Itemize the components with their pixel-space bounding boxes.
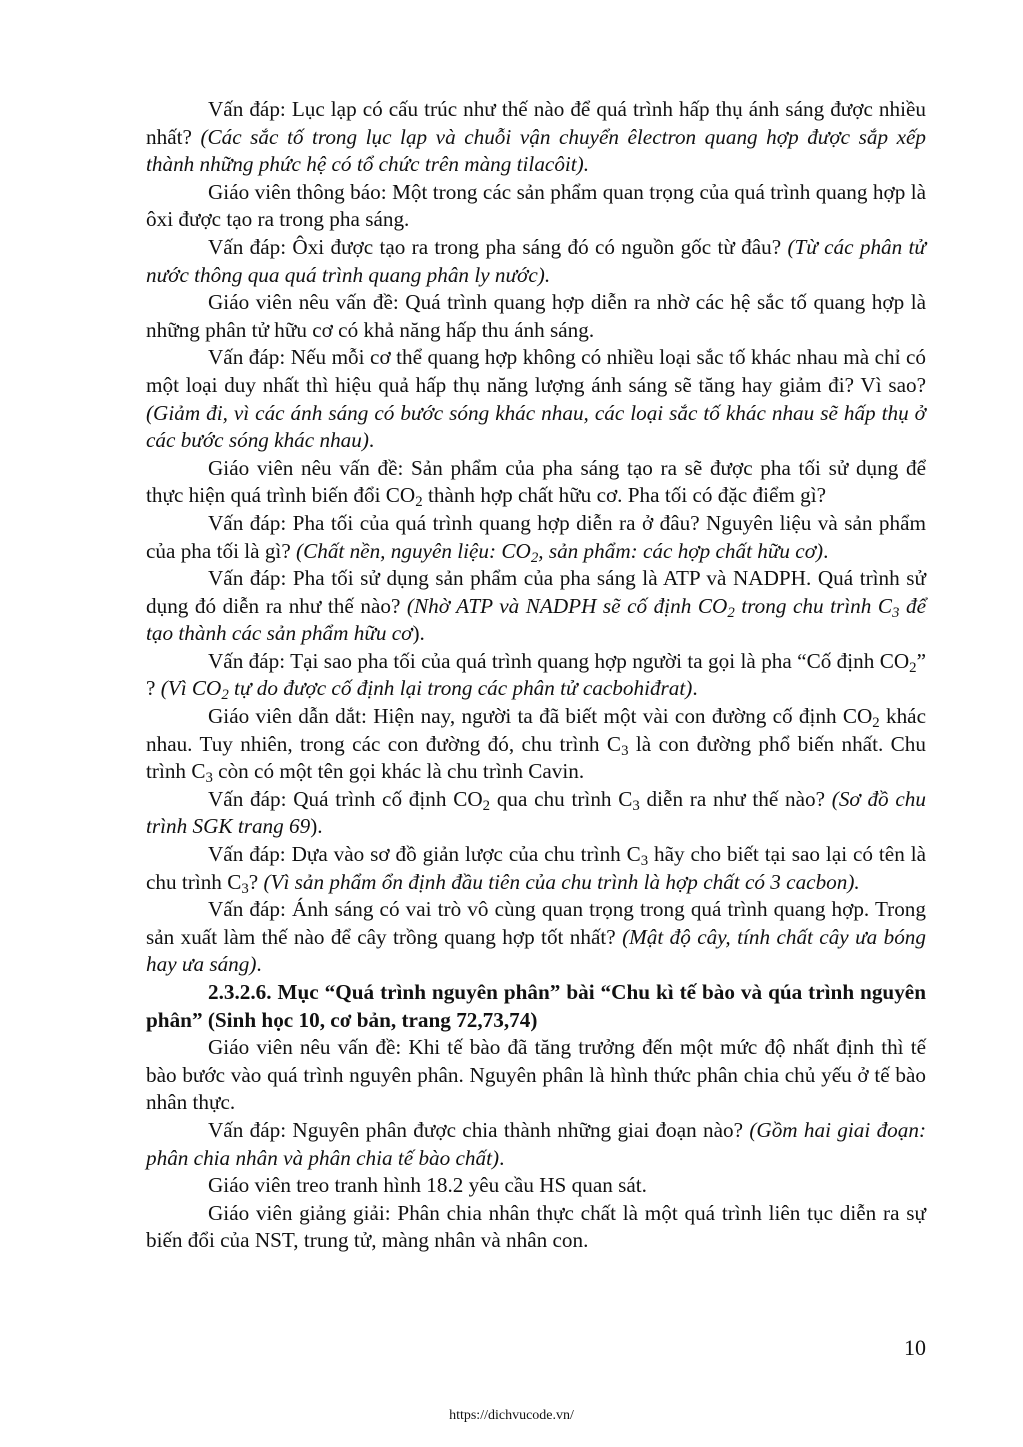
footer-url: https://dichvucode.vn/ [449,1408,574,1423]
subscript: 2 [415,494,423,511]
document-body [146,96,926,1255]
subscript: 3 [640,853,649,870]
text-run: 2.3.2.6. Mục “Quá trình nguyên phân” bài “Chu kì tế bào và qúa trình nguyên phân” (Sinh học 10, cơ bản, trang 72,73,74) [146,980,926,1032]
text-run: . [692,676,698,701]
text-run: Giáo viên treo tranh hình 18.2 yêu cầu HS quan sát. [208,1173,647,1198]
text-run: Giáo viên giảng giải: Phân chia nhân thực chất là một quá trình liên tục diễn ra sự biến đổi của NST, trung tử, màng nhân và nhân con. [146,1200,926,1253]
text-run: ). [310,814,323,839]
subscript: 2 [727,604,735,621]
paragraph [146,1034,926,1117]
paragraph [146,648,926,703]
subscript: 3 [621,742,629,759]
text-run: Vấn đáp: Pha tối sử dụng sản phẩm của pha sáng là ATP và NADPH. Quá trình sử dụng đó diễn ra như thế nào? [146,566,926,618]
text-run: Vấn đáp: Nguyên phân được chia thành những giai đoạn nào? [208,1117,750,1142]
subscript: 2 [221,687,229,704]
text-run: Vấn đáp: Ánh sáng có vai trò vô cùng quan trọng trong quá trình quang hợp. Trong sản xuất làm thế nào để cây trồng quang hợp tốt nhất? [146,897,926,949]
paragraph [146,96,926,179]
text-run: thành hợp chất hữu cơ. Pha tối có đặc điểm gì? [422,483,827,508]
text-run: Giáo viên dẫn dắt: Hiện nay, người ta đã biết một vài con đường cố định CO [208,704,873,729]
text-run: Giáo viên nêu vấn đề: Sản phẩm của pha sáng tạo ra sẽ được pha tối sử dụng để thực hiện quá trình biến đổi CO [146,455,926,508]
text-run: Vấn đáp: Quá trình cố định CO [208,786,483,811]
italic-answer-text: (Mật độ cây, tính chất cây ưa bóng hay ưa sáng) [146,924,926,977]
paragraph [146,786,926,841]
paragraph [146,565,926,648]
subscript: 2 [482,797,491,814]
paragraph [146,289,926,344]
text-run: diễn ra như thế nào? [639,786,832,811]
paragraph [146,234,926,289]
italic-answer-text: (Các sắc tố trong lục lạp và chuỗi vận chuyển êlectron quang hợp được sắp xếp thành những phức hệ có tổ chức trên màng tilacôit). [146,124,926,177]
subscript: 2 [530,549,539,566]
text-run: . [823,538,829,563]
paragraph [146,703,926,786]
text-run: Vấn đáp: Tại sao pha tối của quá trình quang hợp người ta gọi là pha “Cố định CO [208,648,910,673]
paragraph [146,344,926,454]
subscript: 2 [872,715,880,732]
paragraph [146,1200,926,1255]
subscript: 3 [632,797,640,814]
italic-answer-text: (Gồm hai giai đoạn: phân chia nhân và phân chia tế bào chất) [146,1117,926,1170]
page-number: 10 [904,1335,926,1360]
text-run: còn có một tên gọi khác là chu trình Cavin. [212,759,585,784]
text-run: . [499,1145,505,1170]
text-run: ? [248,869,264,894]
text-run: ). [412,621,425,646]
text-run: . [256,952,262,977]
paragraph [146,179,926,234]
italic-answer-text: (Từ các phân tử nước thông qua quá trình quang phân ly nước). [146,234,926,287]
italic-answer-text: (Nhờ ATP và NADPH sẽ cố định CO [406,593,728,618]
subscript: 3 [241,880,249,897]
subscript: 3 [892,604,900,621]
italic-answer-text: tự do được cố định lại trong các phân tử cacbohiđrat) [228,676,693,701]
italic-answer-text: (Vì sản phẩm ổn định đầu tiên của chu trình là hợp chất có 3 cacbon). [263,869,860,894]
italic-answer-text: (Vì CO [160,676,222,701]
text-run: Giáo viên nêu vấn đề: Quá trình quang hợp diễn ra nhờ các hệ sắc tố quang hợp là những phân tử hữu cơ có khả năng hấp thu ánh sáng. [146,290,926,342]
text-run: ” ? [146,648,926,701]
text-run: Giáo viên nêu vấn đề: Khi tế bào đã tăng trưởng đến một mức độ nhất định thì tế bào bước vào quá trình nguyên phân. Nguyên phân là hình thức phân chia chủ yếu ở tế bào nhân thực. [146,1035,926,1115]
text-run: hãy cho biết tại sao lại có tên là chu trình C [146,842,926,894]
paragraph [146,1117,926,1172]
italic-answer-text: (Chất nền, nguyên liệu: CO [296,538,531,563]
text-run: Vấn đáp: Pha tối của quá trình quang hợp diễn ra ở đâu? Nguyên liệu và sản phẩm của pha tối là gì? [146,510,926,563]
paragraph [146,510,926,565]
italic-answer-text: trong chu trình C [734,593,893,618]
subscript: 3 [205,770,213,787]
italic-answer-text: , sản phẩm: các hợp chất hữu cơ) [538,538,824,563]
paragraph [146,841,926,896]
text-run: Vấn đáp: Nếu mỗi cơ thể quang hợp không có nhiều loại sắc tố khác nhau mà chỉ có một loại duy nhất thì hiệu quả hấp thụ năng lượng ánh sáng sẽ tăng hay giảm đi? Vì sao? [146,345,926,397]
section-heading [146,979,926,1034]
paragraph [146,1172,926,1200]
italic-answer-text: (Sơ đồ chu trình SGK trang 69 [146,786,926,839]
text-run: Vấn đáp: Lục lạp có cấu trúc như thế nào để quá trình hấp thụ ánh sáng được nhiều nhất? [146,97,926,149]
paragraph [146,455,926,510]
text-run: . [368,428,375,453]
paragraph [146,896,926,979]
text-run: Vấn đáp: Dựa vào sơ đồ giản lược của chu trình C [208,842,641,867]
italic-answer-text: để tạo thành các sản phẩm hữu cơ [146,593,926,646]
text-run: khác nhau. Tuy nhiên, trong các con đường đó, chu trình C [146,704,926,756]
text-run: qua chu trình C [490,786,633,811]
text-run: là con đường phổ biến nhất. Chu trình C [146,731,926,784]
text-run: Giáo viên thông báo: Một trong các sản phẩm quan trọng của quá trình quang hợp là ôxi được tạo ra trong pha sáng. [146,179,926,232]
subscript: 2 [909,660,917,677]
text-run: Vấn đáp: Ôxi được tạo ra trong pha sáng đó có nguồn gốc từ đâu? [208,234,788,259]
italic-answer-text: (Giảm đi, vì các ánh sáng có bước sóng khác nhau, các loại sắc tố khác nhau sẽ hấp thụ ở các bước sóng khác nhau) [146,400,926,453]
